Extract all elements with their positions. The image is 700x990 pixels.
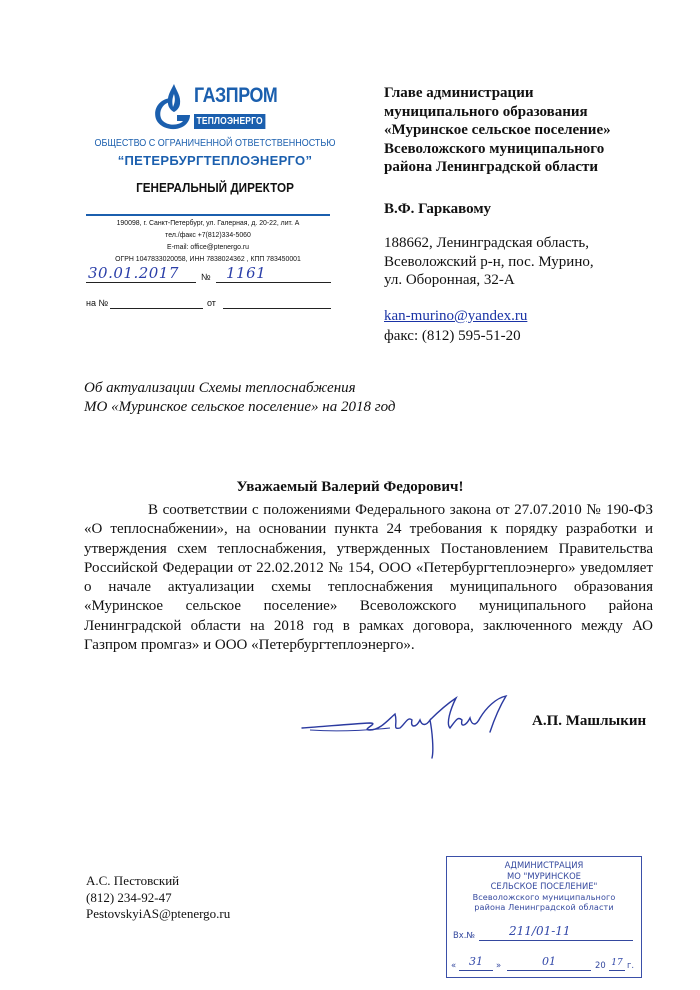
incoming-number-field (479, 920, 633, 941)
addressee-email-link[interactable]: kan-murino@yandex.ru (384, 308, 528, 324)
month-field (507, 950, 591, 971)
outgoing-registration (86, 266, 332, 312)
addressee-line: района Ленинградской области (384, 159, 598, 175)
date-field (86, 266, 196, 283)
gazprom-teploenergo-logo (150, 80, 300, 136)
addressee-line: Главе администрации (384, 85, 534, 101)
stamp-line: Всеволожского муниципального (472, 891, 616, 902)
number-label: № (201, 272, 211, 282)
quote-close: » (496, 960, 502, 970)
company-registration: ОГРН 1047833020058, ИНН 7838024362 , КПП 783450001 (115, 254, 301, 263)
addressee-line: муниципального образования (384, 103, 588, 120)
incoming-number-label: Вх.№ (453, 930, 476, 940)
addressee-postal (384, 234, 594, 290)
incoming-number-row (453, 919, 633, 941)
subject-line: Об актуализации Схемы теплоснабжения (84, 380, 356, 396)
company-email: E-mail: office@ptenergo.ru (166, 242, 250, 251)
position-title: ГЕНЕРАЛЬНЫЙ ДИРЕКТОР (136, 180, 294, 195)
year-unit: г. (627, 960, 635, 970)
quote-open: « (451, 960, 457, 970)
gazprom-flame-icon (150, 82, 194, 132)
stamp-line: района Ленинградской области (474, 902, 614, 912)
incoming-month: 01 (542, 955, 556, 968)
company-name: “ПЕТЕРБУРГТЕПЛОЭНЕРГО” (117, 153, 313, 168)
reply-number-field (110, 292, 203, 309)
outgoing-number: 1161 (226, 264, 267, 282)
brand-main: ГАЗПРОМ (194, 84, 278, 107)
incoming-number: 211/01-11 (509, 924, 571, 938)
company-address: 190098, г. Санкт-Петербург, ул. Галерная, д. 20-22, лит. А (116, 218, 300, 227)
incoming-date-row (451, 947, 637, 971)
greeting: Уважаемый Валерий Федорович! (236, 479, 464, 495)
incoming-stamp (446, 856, 642, 978)
incoming-day: 31 (469, 955, 483, 968)
stamp-line: АДМИНИСТРАЦИЯ (504, 860, 584, 870)
addressee-line: «Муринское сельское поселение» (384, 122, 611, 138)
company-phone: тел./факс +7(812)334-5060 (165, 230, 251, 239)
postal-line: ул. Оборонная, 32-А (384, 272, 515, 288)
postal-line: 188662, Ленинградская область, (384, 235, 589, 251)
stamp-line: СЕЛЬСКОЕ ПОСЕЛЕНИЕ" (490, 881, 598, 891)
letterhead-divider (86, 214, 330, 216)
letter-subject (84, 379, 395, 416)
year-field (609, 950, 625, 971)
outgoing-date: 30.01.2017 (88, 264, 179, 282)
body-paragraph: В соответствии с положениями Федерального закона от 27.07.2010 № 190-ФЗ «О теплоснабжении», на основании пункта 24 требования к порядку разработки и утверждения схем теплоснабжения, утвержденных Постановлением Правительства Российской Федерации от 22.02.2012 № 154, ООО «Петербургтеплоэнерго» уведомляет о начале актуализации схемы теплоснабжения муниципального образования «Муринское сельское поселение» Всеволожского муниципального района Ленинградской области на 2018 год в рамках договора, заключенного между АО Газпром промгаз» и ООО «Петербургтеплоэнерго». (84, 502, 653, 654)
reply-number-label: на № (86, 298, 109, 308)
company-type: ОБЩЕСТВО С ОГРАНИЧЕННОЙ ОТВЕТСТВЕННОСТЬЮ (94, 138, 336, 149)
contact-name: А.С. Пестовский (86, 873, 180, 888)
handwritten-signature (300, 690, 525, 760)
year-prefix: 20 (595, 960, 606, 970)
reply-date-label: от (207, 298, 216, 308)
addressee-name: В.Ф. Гаркавому (384, 201, 492, 217)
letter-body (84, 501, 653, 655)
incoming-year: 17 (611, 958, 623, 968)
reply-date-field (223, 292, 331, 309)
subject-line: МО «Муринское сельское поселение» на 2018 год (84, 398, 396, 415)
contact-person (86, 873, 230, 923)
stamp-line: МО "МУРИНСКОЕ (507, 870, 581, 881)
signer-name: А.П. Машлыкин (532, 713, 647, 729)
postal-line: Всеволожский р-н, пос. Мурино, (384, 253, 594, 270)
contact-email: PestovskyiAS@ptenergo.ru (86, 906, 231, 921)
addressee-line: Всеволожского муниципального (384, 140, 605, 157)
addressee-fax: факс: (812) 595-51-20 (384, 328, 521, 344)
brand-sub: ТЕПЛОЭНЕРГО (194, 114, 265, 129)
addressee-title (384, 84, 611, 177)
number-field (216, 266, 331, 283)
contact-phone: (812) 234-92-47 (86, 889, 172, 905)
day-field (459, 950, 493, 971)
